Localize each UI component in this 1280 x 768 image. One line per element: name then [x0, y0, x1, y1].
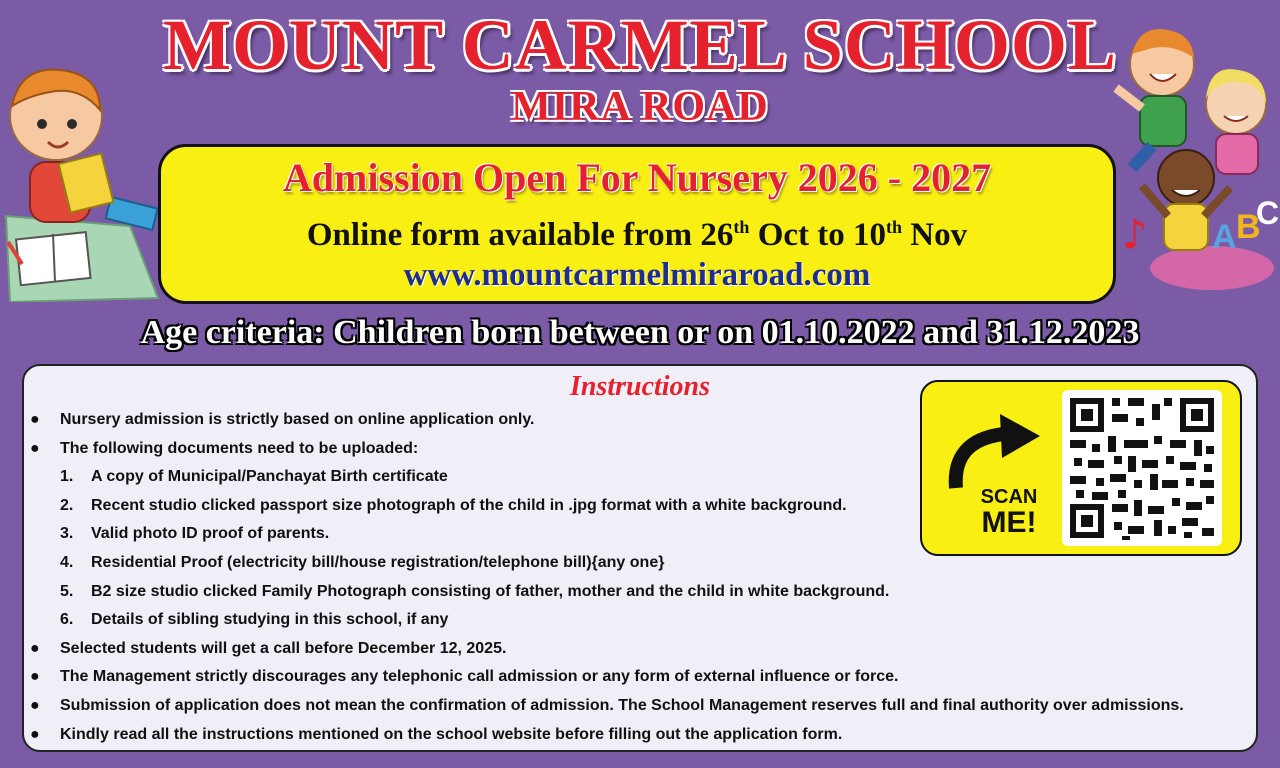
document-item — [24, 606, 1254, 635]
instructions-heading: Instructions — [569, 371, 711, 402]
curved-arrow-icon — [946, 410, 1046, 490]
school-location: MIRA ROAD — [511, 84, 769, 130]
admission-banner — [158, 144, 1116, 304]
me-label: ME! — [981, 506, 1037, 539]
svg-text:♪: ♪ — [1122, 212, 1148, 258]
admission-heading: Admission Open For Nursery 2026 - 2027 — [282, 155, 992, 200]
document-text: Residential Proof (electricity bill/house registration/telephone bill){any one} — [91, 553, 665, 571]
scan-label: SCAN — [980, 486, 1038, 508]
bullet-icon: ● — [30, 639, 40, 657]
list-item — [24, 635, 1254, 664]
document-number: 4. — [60, 553, 74, 571]
document-text: A copy of Municipal/Panchayat Birth certificate — [91, 468, 448, 486]
svg-text:A: A — [1212, 218, 1237, 256]
list-item — [24, 663, 1254, 692]
bullet-icon: ● — [30, 411, 40, 428]
instruction-text: The Management strictly discourages any telephonic call admission or any form of external influence or force. — [60, 668, 899, 686]
bullet-icon: ● — [30, 439, 40, 457]
instruction-text: The following documents need to be uploaded: — [60, 439, 419, 457]
document-item — [24, 578, 1254, 607]
document-number: 5. — [60, 582, 74, 600]
bullet-icon: ● — [30, 696, 40, 714]
document-number: 6. — [60, 611, 74, 629]
instruction-text: Selected students will get a call before December 12, 2025. — [60, 639, 507, 657]
svg-text:C: C — [1256, 195, 1280, 231]
age-criteria: Age criteria: Children born between or on 01.10.2022 and 31.12.2023 — [140, 314, 1140, 351]
online-mid: Oct to 10 — [749, 217, 886, 253]
online-form-dates — [161, 207, 1113, 255]
document-number: 2. — [60, 496, 74, 514]
online-sup-2: th — [885, 217, 902, 237]
scan-me-label — [972, 486, 1046, 538]
list-item — [24, 692, 1254, 721]
instruction-text: Submission of application does not mean the confirmation of admission. The School Management reserves full and final authority over admissions. — [60, 696, 1184, 714]
school-name: MOUNT CARMEL SCHOOL — [163, 5, 1117, 85]
online-prefix: Online form available from 26 — [306, 217, 734, 253]
document-text: B2 size studio clicked Family Photograph consisting of father, mother and the child in white background. — [91, 582, 890, 600]
instruction-text: Nursery admission is strictly based on online application only. — [60, 411, 535, 428]
online-suffix: Nov — [902, 217, 968, 253]
document-text: Recent studio clicked passport size photograph of the child in .jpg format with a white background. — [91, 496, 847, 514]
document-number: 3. — [60, 525, 74, 543]
document-text: Valid photo ID proof of parents. — [91, 525, 330, 543]
instruction-text: Kindly read all the instructions mentioned on the school website before filling out the application form. — [60, 725, 843, 743]
bullet-icon: ● — [30, 668, 40, 686]
qr-code-icon[interactable] — [1062, 390, 1222, 546]
school-website-link[interactable]: www.mountcarmelmiraroad.com — [403, 257, 871, 293]
online-sup-1: th — [733, 217, 750, 237]
scan-me-box — [920, 380, 1242, 556]
bullet-icon: ● — [30, 725, 40, 743]
svg-text:B: B — [1236, 208, 1261, 246]
document-text: Details of sibling studying in this school, if any — [91, 611, 449, 629]
document-number: 1. — [60, 468, 74, 486]
list-item — [24, 721, 1254, 750]
